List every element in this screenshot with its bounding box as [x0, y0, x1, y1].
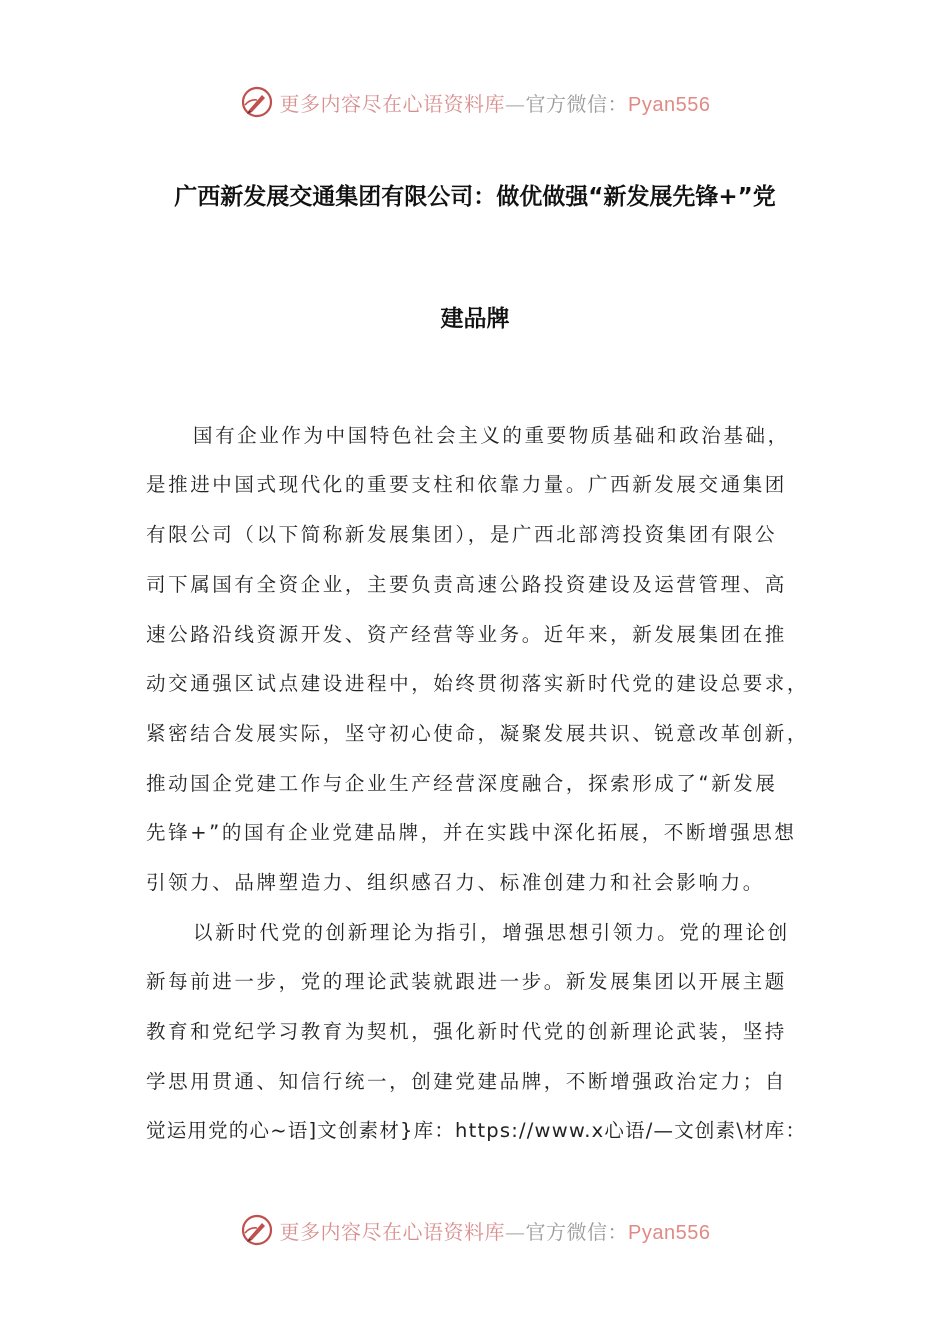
footer-banner-main: 更多内容尽在心语资料库	[279, 1219, 506, 1244]
footer-banner-handle: Pyan556	[628, 1221, 711, 1244]
paragraph-line: 速公路沿线资源开发、资产经营等业务。近年来，新发展集团在推	[146, 623, 787, 646]
header-banner-main: 更多内容尽在心语资料库	[279, 91, 506, 116]
header-banner-handle: Pyan556	[628, 93, 711, 116]
paragraph-line: 以新时代党的创新理论为指引，增强思想引领力。党的理论创	[193, 921, 790, 944]
paragraph-line: 是推进中国式现代化的重要支柱和依靠力量。广西新发展交通集团	[146, 473, 787, 496]
header-banner-text	[280, 88, 711, 117]
pen-logo-icon	[240, 85, 274, 119]
paragraph-line: 教育和党纪学习教育为契机，强化新时代党的创新理论武装，坚持	[146, 1020, 787, 1043]
footer-banner	[0, 1210, 950, 1250]
document-title-line-2: 建品牌	[440, 306, 510, 332]
footer-banner-dash: —	[505, 1219, 526, 1244]
paragraph-line: 紧密结合发展实际，坚守初心使命，凝聚发展共识、锐意改革创新，	[146, 722, 810, 745]
paragraph-line: 动交通强区试点建设进程中，始终贯彻落实新时代党的建设总要求，	[146, 672, 810, 695]
footer-banner-wx: 官方微信：	[525, 1219, 629, 1244]
footer-banner-text	[280, 1216, 711, 1245]
paragraph-line: 引领力、品牌塑造力、组织感召力、标准创建力和社会影响力。	[146, 871, 765, 894]
header-banner-dash: —	[505, 91, 526, 116]
paragraph-line: 国有企业作为中国特色社会主义的重要物质基础和政治基础，	[193, 424, 790, 447]
paragraph-line: 推动国企党建工作与企业生产经营深度融合，探索形成了“新发展	[146, 772, 778, 795]
header-banner	[0, 82, 950, 122]
header-banner-wx: 官方微信：	[525, 91, 629, 116]
paragraph-line: 学思用贯通、知信行统一，创建党建品牌，不断增强政治定力；自	[146, 1070, 787, 1093]
paragraph-line: 司下属国有全资企业，主要负责高速公路投资建设及运营管理、高	[146, 573, 787, 596]
paragraph-line: 新每前进一步，党的理论武装就跟进一步。新发展集团以开展主题	[146, 970, 787, 993]
document-title-line-1: 广西新发展交通集团有限公司：做优做强“新发展先锋+”党	[174, 184, 776, 210]
pen-logo-icon	[240, 1213, 274, 1247]
paragraph-line: 觉运用党的心~语]文创素材}库：https://www.x心语/—文创素\材库：	[146, 1119, 807, 1142]
paragraph-line: 有限公司（以下简称新发展集团），是广西北部湾投资集团有限公	[146, 523, 778, 546]
paragraph-line: 先锋+”的国有企业党建品牌，并在实践中深化拓展，不断增强思想	[146, 821, 797, 844]
